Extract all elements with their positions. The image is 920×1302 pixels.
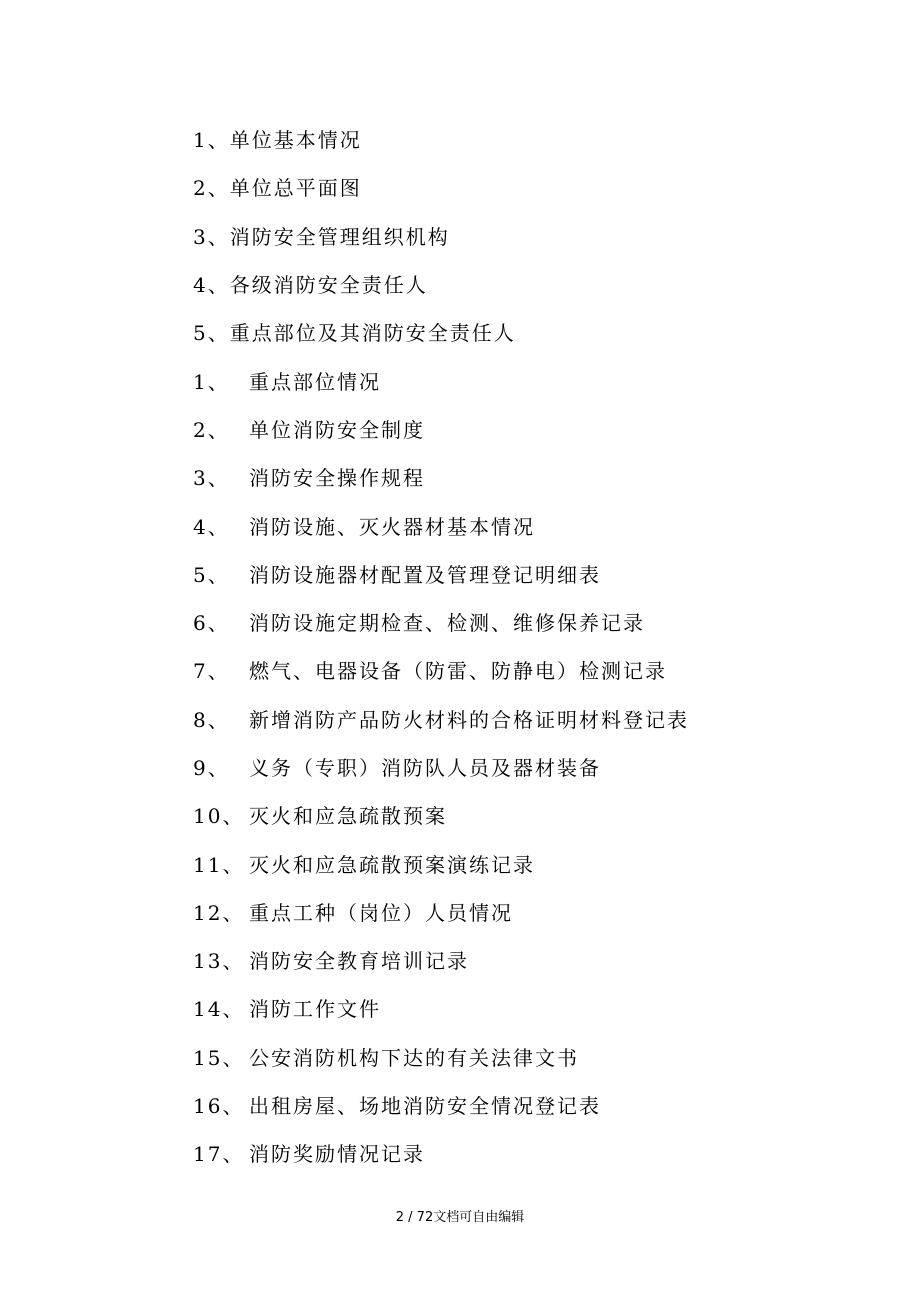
item-text: 灭火和应急疏散预案演练记录 (249, 852, 535, 877)
contents-list (193, 116, 893, 1179)
item-text: 重点部位及其消防安全责任人 (229, 321, 516, 346)
list-item (193, 1034, 893, 1082)
list-item (193, 647, 893, 695)
item-text: 消防设施定期检查、检测、维修保养记录 (249, 611, 645, 636)
list-item (193, 406, 893, 454)
item-text: 重点工种（岗位）人员情况 (249, 900, 513, 925)
item-text: 重点部位情况 (249, 369, 381, 394)
list-item (193, 1130, 893, 1178)
item-number: 4、 (193, 514, 230, 539)
item-number: 1、 (193, 128, 230, 153)
item-text: 单位总平面图 (229, 176, 362, 201)
item-text: 消防安全操作规程 (249, 466, 425, 491)
list-item (193, 840, 893, 888)
item-number: 15、 (193, 1045, 245, 1070)
list-item (193, 502, 893, 550)
item-number: 2、 (193, 417, 230, 442)
item-number: 5、 (193, 321, 230, 346)
list-item (193, 937, 893, 985)
item-number: 3、 (193, 224, 230, 249)
item-number: 8、 (193, 707, 230, 732)
item-number: 9、 (193, 756, 230, 780)
item-number: 1、 (193, 369, 230, 394)
list-item (193, 889, 893, 937)
list-item (193, 261, 893, 309)
item-number: 13、 (193, 949, 245, 974)
page-footer: 2 / 72文档可自由编辑 (395, 1210, 525, 1225)
item-number: 17、 (193, 1142, 245, 1167)
list-item (193, 454, 893, 502)
list-item (193, 213, 893, 261)
item-text: 消防安全管理组织机构 (229, 224, 450, 249)
list-item (193, 599, 893, 647)
list-item (193, 116, 893, 164)
item-number: 16、 (193, 1094, 245, 1119)
list-item (193, 1082, 893, 1130)
item-number: 10、 (193, 804, 245, 829)
item-text: 燃气、电器设备（防雷、防静电）检测记录 (249, 659, 667, 684)
item-number: 5、 (193, 562, 230, 587)
list-item (193, 357, 893, 405)
item-number: 14、 (193, 997, 245, 1022)
item-text: 消防设施器材配置及管理登记明细表 (249, 562, 601, 587)
item-text: 灭火和应急疏散预案 (249, 804, 447, 829)
item-number: 12、 (193, 900, 245, 925)
item-text: 新增消防产品防火材料的合格证明材料登记表 (249, 707, 689, 732)
list-item (193, 164, 893, 212)
item-text: 单位基本情况 (229, 128, 362, 153)
item-text: 出租房屋、场地消防安全情况登记表 (249, 1094, 601, 1119)
item-number: 6、 (193, 611, 230, 636)
item-text: 公安消防机构下达的有关法律文书 (249, 1045, 579, 1070)
item-number: 3、 (193, 466, 230, 491)
item-text: 消防安全教育培训记录 (249, 949, 469, 974)
item-text: 消防奖励情况记录 (249, 1142, 425, 1167)
item-number: 4、 (193, 273, 230, 298)
list-item (193, 309, 893, 357)
item-text: 单位消防安全制度 (249, 417, 425, 442)
list-item (193, 744, 893, 792)
list-item (193, 551, 893, 599)
list-item (193, 792, 893, 840)
item-number: 11、 (193, 852, 245, 877)
item-text: 消防设施、灭火器材基本情况 (249, 514, 535, 539)
item-text: 消防工作文件 (249, 997, 381, 1022)
item-number: 7、 (193, 659, 230, 684)
list-item (193, 985, 893, 1033)
item-text: 义务（专职）消防队人员及器材装备 (249, 756, 601, 780)
list-item (193, 696, 893, 744)
item-text: 各级消防安全责任人 (229, 273, 428, 298)
item-number: 2、 (193, 176, 230, 201)
